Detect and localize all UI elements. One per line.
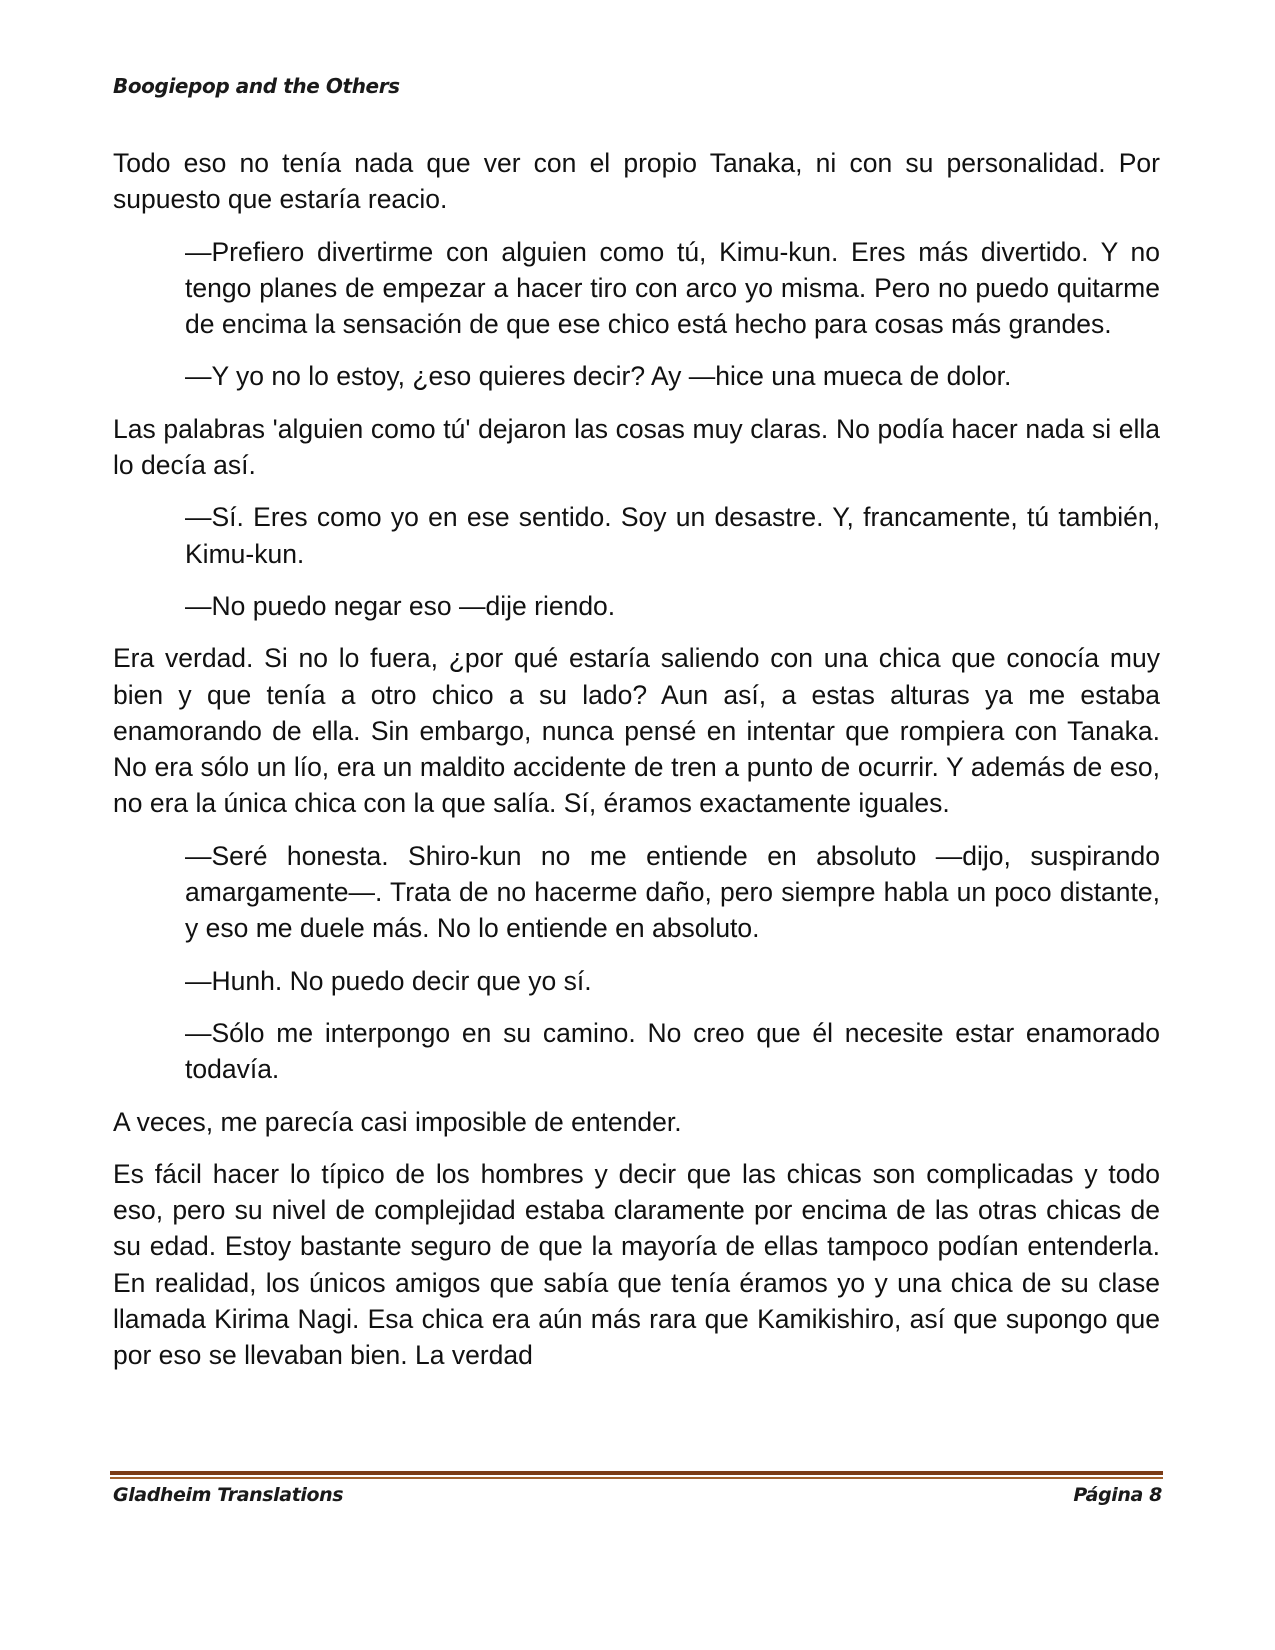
- footer-divider-thick-line: [110, 1471, 1163, 1475]
- footer-page-number: Página 8: [1073, 1484, 1162, 1506]
- paragraph-narration: A veces, me parecía casi imposible de entender.: [113, 1106, 682, 1137]
- paragraph-dialogue: —Sólo me interpongo en su camino. No creo que él necesite estar enamorado todavía.: [185, 1017, 1160, 1085]
- footer-divider: [110, 1471, 1163, 1479]
- page-body: [113, 145, 1160, 1390]
- paragraph-dialogue: —Sí. Eres como yo en ese sentido. Soy un desastre. Y, francamente, tú también, Kimu-kun.: [185, 502, 1160, 569]
- footer-translator-credit: Gladheim Translations: [113, 1484, 344, 1506]
- paragraph-dialogue: —Hunh. No puedo decir que yo sí.: [185, 965, 592, 996]
- footer-divider-thin-line: [110, 1477, 1163, 1479]
- paragraph-narration: Todo eso no tenía nada que ver con el propio Tanaka, ni con su personalidad. Por supuesto que estaría reacio.: [113, 148, 1160, 215]
- paragraph-dialogue: —No puedo negar eso —dije riendo.: [185, 590, 616, 621]
- paragraph-dialogue: —Seré honesta. Shiro-kun no me entiende en absoluto —dijo, suspirando amargamente—. Trata de no hacerme daño, pero siempre habla un poco distante, y eso me duele más. No lo entiende en absoluto.: [185, 840, 1160, 944]
- running-header-title: Boogiepop and the Others: [113, 74, 400, 98]
- paragraph-dialogue: —Prefiero divertirme con alguien como tú, Kimu-kun. Eres más divertido. Y no tengo planes de empezar a hacer tiro con arco yo misma. Pero no puedo quitarme de encima la sensación de que ese chico está hecho para cosas más grandes.: [185, 236, 1160, 340]
- paragraph-narration: Era verdad. Si no lo fuera, ¿por qué estaría saliendo con una chica que conocía muy bien y que tenía a otro chico a su lado? Aun así, a estas alturas ya me estaba enamorando de ella. Sin embargo, nunca pensé en intentar que rompiera con Tanaka. No era sólo un lío, era un maldito accidente de tren a punto de ocurrir. Y además de eso, no era la única chica con la que salía. Sí, éramos exactamente iguales.: [113, 643, 1160, 819]
- paragraph-narration: Las palabras 'alguien como tú' dejaron las cosas muy claras. No podía hacer nada si ella lo decía así.: [113, 413, 1160, 481]
- paragraph-narration: Es fácil hacer lo típico de los hombres y decir que las chicas son complicadas y todo eso, pero su nivel de complejidad estaba claramente por encima de las otras chicas de su edad. Estoy bastante seguro de que la mayoría de ellas tampoco podían entenderla. En realidad, los únicos amigos que sabía que tenía éramos yo y una chica de su clase llamada Kirima Nagi. Esa chica era aún más rara que Kamikishiro, así que supongo que por eso se llevaban bien. La verdad: [113, 1158, 1160, 1371]
- paragraph-dialogue: —Y yo no lo estoy, ¿eso quieres decir? Ay —hice una mueca de dolor.: [185, 361, 1012, 392]
